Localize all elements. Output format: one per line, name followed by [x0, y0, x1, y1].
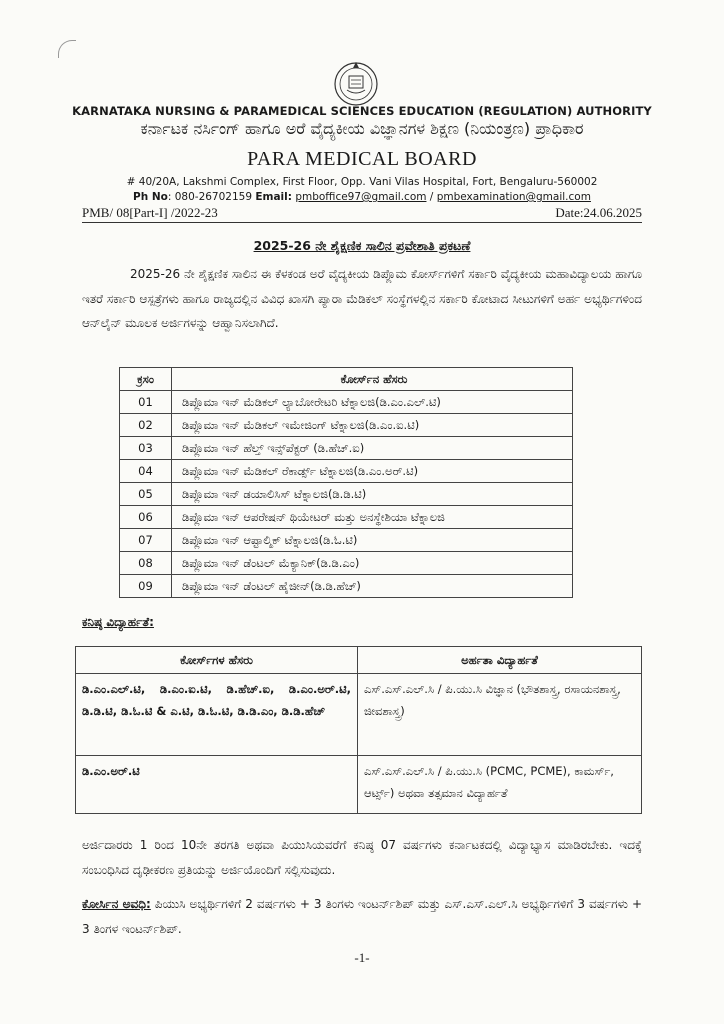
course-name: ಡಿಪ್ಲೊಮಾ ಇನ್ ಡಯಾಲಿಸಿಸ್ ಟೆಕ್ನಾಲಜಿ(ಡಿ.ಡಿ.ಟಿ): [172, 483, 573, 506]
course-serial: 06: [120, 506, 172, 529]
authority-name-kannada: ಕರ್ನಾಟಕ ನರ್ಸಿಂಗ್ ಹಾಗೂ ಅರೆ ವೈದ್ಯಕೀಯ ವಿಜ್ಞಾನಗಳ ಶಿಕ್ಷಣ (ನಿಯಂತ್ರಣ) ಪ್ರಾಧಿಕಾರ: [140, 119, 584, 138]
table-row: [120, 437, 573, 460]
column-header-qualification: ಅರ್ಹತಾ ವಿದ್ಯಾರ್ಹತೆ: [358, 647, 642, 674]
course-name: ಡಿಪ್ಲೊಮಾ ಇನ್ ಆಪ್ಟಾಲ್ಮಿಕ್ ಟೆಕ್ನಾಲಜಿ(ಡಿ.ಓ.ಟಿ): [172, 529, 573, 552]
eligible-courses: ಡಿ.ಎಂ.ಎಲ್.ಟಿ, ಡಿ.ಎಂ.ಐ.ಟಿ, ಡಿ.ಹೆಚ್.ಐ, ಡಿ.ಎಂ.ಅರ್.ಟಿ, ಡಿ.ಡಿ.ಟಿ, ಡಿ.ಓ.ಟಿ & ಎ.ಟಿ, ಡಿ.ಓ.ಟಿ, ಡಿ.ಡಿ.ಎಂ, ಡಿ.ಡಿ.ಹೆಚ್: [76, 674, 358, 756]
course-name: ಡಿಪ್ಲೊಮಾ ಇನ್ ಡೆಂಟಲ್ ಹೈಜೀನ್(ಡಿ.ಡಿ.ಹೆಚ್): [172, 575, 573, 598]
government-emblem-icon: [332, 58, 380, 108]
notice-title: 2025-26 ನೇ ಶೈಕ್ಷಣಿಕ ಸಾಲಿನ ಪ್ರವೇಶಾತಿ ಪ್ರಕಟಣೆ: [253, 238, 471, 253]
table-row: [120, 391, 573, 414]
required-qualification: ಎಸ್.ಎಸ್.ಎಲ್.ಸಿ / ಪಿ.ಯು.ಸಿ (PCMC, PCME), ಕಾಮರ್ಸ್, ಆರ್ಟ್ಸ್) ಅಥವಾ ತತ್ಸಮಾನ ವಿದ್ಯಾರ್ಹತೆ: [358, 756, 642, 814]
reference-line: [82, 205, 642, 221]
page-number: -1-: [354, 950, 370, 965]
course-serial: 09: [120, 575, 172, 598]
course-serial: 01: [120, 391, 172, 414]
column-header-serial: ಕ್ರಸಂ: [120, 368, 172, 391]
course-table: [119, 367, 573, 598]
course-serial: 05: [120, 483, 172, 506]
authority-name-english: KARNATAKA NURSING & PARAMEDICAL SCIENCES EDUCATION (REGULATION) AUTHORITY: [72, 104, 652, 118]
course-duration-text: ಪಿಯುಸಿ ಅಭ್ಯರ್ಥಿಗಳಿಗೆ 2 ವರ್ಷಗಳು + 3 ತಿಂಗಳು ಇಂಟರ್ನ್‌ಶಿಪ್ ಮತ್ತು ಎಸ್.ಎಸ್.ಎಲ್.ಸಿ ಅಭ್ಯರ್ಥಿಗಳಿಗೆ 3 ವರ್ಷಗಳು + 3 ತಿಂಗಳ ಇಂಟರ್ನ್‌ಶಿಪ್.: [82, 897, 643, 936]
reference-number: PMB/ 08[Part-I] /2022-23: [82, 205, 218, 220]
table-row: [120, 506, 573, 529]
table-row: [120, 529, 573, 552]
course-name: ಡಿಪ್ಲೊಮಾ ಇನ್ ಮೆಡಿಕಲ್ ರೆಕಾರ್ಡ್ಸ್ ಟೆಕ್ನಾಲಜಿ(ಡಿ.ಎಂ.ಅರ್.ಟಿ): [172, 460, 573, 483]
email-link-office[interactable]: pmboffice97@gmail.com: [295, 191, 427, 203]
course-serial: 07: [120, 529, 172, 552]
column-header-course-name: ಕೋರ್ಸ್‌ನ ಹೆಸರು: [172, 368, 573, 391]
course-name: ಡಿಪ್ಲೊಮಾ ಇನ್ ಮೆಡಿಕಲ್ ಲ್ಯಾಬೋರೇಟರಿ ಟೆಕ್ನಾಲಜಿ(ಡಿ.ಎಂ.ಎಲ್.ಟಿ): [172, 391, 573, 414]
phone-number: : 080-26702159: [167, 191, 253, 203]
email-separator: /: [426, 191, 437, 203]
table-row: [120, 414, 573, 437]
course-duration-paragraph: [82, 892, 642, 941]
contact-line: [0, 191, 724, 203]
table-row: [76, 674, 642, 756]
course-serial: 03: [120, 437, 172, 460]
course-serial: 02: [120, 414, 172, 437]
required-qualification: ಎಸ್.ಎಸ್.ಎಲ್.ಸಿ / ಪಿ.ಯು.ಸಿ ವಿಜ್ಞಾನ (ಭೌತಶಾಸ್ತ್ರ, ರಸಾಯನಶಾಸ್ತ್ರ, ಜೀವಶಾಸ್ತ್ರ): [358, 674, 642, 756]
table-row: [120, 460, 573, 483]
table-row: [120, 483, 573, 506]
table-row: [76, 756, 642, 814]
table-row: [120, 575, 573, 598]
page-corner-mark: [58, 40, 76, 58]
email-link-examination[interactable]: pmbexamination@gmail.com: [436, 191, 591, 203]
residency-requirement-paragraph: ಅರ್ಜಿದಾರರು 1 ರಿಂದ 10ನೇ ತರಗತಿ ಅಥವಾ ಪಿಯುಸಿಯವರೆಗೆ ಕನಿಷ್ಠ 07 ವರ್ಷಗಳು ಕರ್ನಾಟಕದಲ್ಲಿ ವಿದ್ಯಾಭ್ಯಾಸ ಮಾಡಿರಬೇಕು. ಇದಕ್ಕೆ ಸಂಬಂಧಿಸಿದ ದೃಢೀಕರಣ ಪ್ರತಿಯನ್ನು ಅರ್ಜಿಯೊಂದಿಗೆ ಸಲ್ಲಿಸುವುದು.: [82, 838, 642, 877]
eligibility-table-header: [76, 647, 642, 674]
course-name: ಡಿಪ್ಲೊಮಾ ಇನ್ ಆಪರೇಷನ್ ಥಿಯೇಟರ್ ಮತ್ತು ಅನಸ್ಥೇಶಿಯಾ ಟೆಕ್ನಾಲಜಿ: [172, 506, 573, 529]
min-qualification-heading: ಕನಿಷ್ಠ ವಿದ್ಯಾರ್ಹತೆ:: [82, 615, 154, 629]
email-label: Email:: [255, 191, 292, 203]
phone-label: Ph No: [133, 191, 168, 203]
course-name: ಡಿಪ್ಲೊಮಾ ಇನ್ ಹೆಲ್ತ್ ಇನ್ಸ್‌ಪೆಕ್ಟರ್ (ಡಿ.ಹೆಚ್.ಐ): [172, 437, 573, 460]
course-name: ಡಿಪ್ಲೊಮಾ ಇನ್ ಡೆಂಟಲ್ ಮೆಕ್ಯಾನಿಕ್(ಡಿ.ಡಿ.ಎಂ): [172, 552, 573, 575]
board-name: PARA MEDICAL BOARD: [247, 148, 477, 170]
intro-paragraph: 2025-26 ನೇ ಶೈಕ್ಷಣಿಕ ಸಾಲಿನ ಈ ಕೆಳಕಂಡ ಅರೆ ವೈದ್ಯಕೀಯ ಡಿಪ್ಲೊಮ ಕೋರ್ಸ್‌ಗಳಿಗೆ ಸರ್ಕಾರಿ ವೈದ್ಯಕೀಯ ಮಹಾವಿದ್ಯಾಲಯ ಹಾಗೂ ಇತರೆ ಸರ್ಕಾರಿ ಆಸ್ಪತ್ರೆಗಳು ಹಾಗೂ ರಾಜ್ಯದಲ್ಲಿನ ವಿವಿಧ ಖಾಸಗಿ ಪ್ಯಾರಾ ಮೆಡಿಕಲ್ ಸಂಸ್ಥೆಗಳಲ್ಲಿನ ಸರ್ಕಾರಿ ಕೋಟಾದ ಸೀಟುಗಳಿಗೆ ಅರ್ಹ ಅಭ್ಯರ್ಥಿಗಳಿಂದ ಆನ್‌ಲೈನ್ ಮೂಲಕ ಅರ್ಜಿಗಳನ್ನು ಆಹ್ವಾನಿಸಲಾಗಿದೆ.: [82, 267, 642, 330]
eligibility-table: [75, 646, 642, 814]
table-row: [120, 552, 573, 575]
eligible-courses: ಡಿ.ಎಂ.ಅರ್.ಟಿ: [76, 756, 358, 814]
header-divider: [82, 222, 642, 223]
course-serial: 08: [120, 552, 172, 575]
course-table-header: [120, 368, 573, 391]
course-duration-label: ಕೋರ್ಸಿನ ಅವಧಿ:: [82, 897, 151, 911]
course-serial: 04: [120, 460, 172, 483]
document-date: Date:24.06.2025: [555, 205, 642, 220]
course-name: ಡಿಪ್ಲೊಮಾ ಇನ್ ಮೆಡಿಕಲ್ ಇಮೇಜಿಂಗ್ ಟೆಕ್ನಾಲಜಿ(ಡಿ.ಎಂ.ಐ.ಟಿ): [172, 414, 573, 437]
column-header-courses: ಕೋರ್ಸ್‌ಗಳ ಹೆಸರು: [76, 647, 358, 674]
office-address: # 40/20A, Lakshmi Complex, First Floor, Opp. Vani Vilas Hospital, Fort, Bengaluru-560002: [126, 176, 598, 188]
